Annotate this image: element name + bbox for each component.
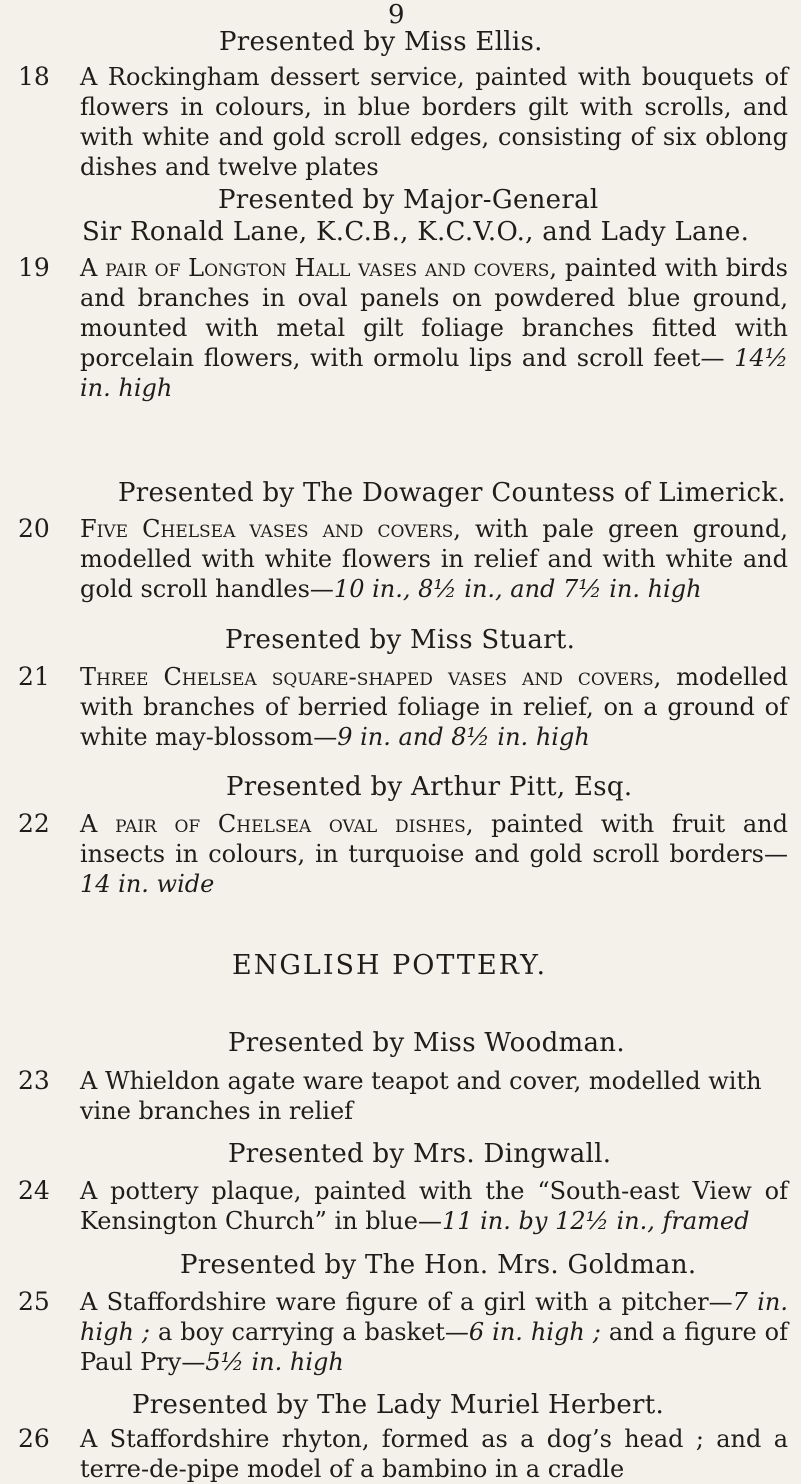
lot-entry xyxy=(18,1066,790,1126)
page-number: 9 xyxy=(388,0,405,30)
presenter-heading: Presented by Miss Stuart. xyxy=(225,625,576,655)
lot-description-text: modelled with branches of berried foliage in relief, on a ground of white may-blossom— xyxy=(80,663,788,751)
lot-description xyxy=(80,514,788,604)
presenter-heading: Presented by Miss Ellis. xyxy=(219,27,543,57)
presenter-heading: Presented by Major-General xyxy=(218,185,599,215)
lot-description xyxy=(80,253,788,403)
lot-dimensions: 14½ in. high xyxy=(80,344,788,402)
lot-dimensions: 10 in., 8½ in., and 7½ in. high xyxy=(333,575,702,603)
lot-lead: Three Chelsea square-shaped vases and covers, xyxy=(80,663,662,691)
lot-entry xyxy=(18,1176,790,1236)
section-title: ENGLISH POTTERY. xyxy=(232,950,548,981)
lot-description xyxy=(80,662,788,752)
lot-entry xyxy=(18,514,790,604)
lot-number: 22 xyxy=(18,809,50,838)
lot-description xyxy=(80,1424,788,1484)
lot-entry xyxy=(18,62,790,182)
lot-lead: A pair of Chelsea oval dishes, xyxy=(80,810,474,838)
lot-number: 24 xyxy=(18,1176,50,1205)
lot-dimensions: 6 in. high ; xyxy=(468,1318,601,1346)
lot-number: 21 xyxy=(18,662,50,691)
lot-description xyxy=(80,809,788,899)
lot-entry xyxy=(18,253,790,403)
lot-dimensions: 9 in. and 8½ in. high xyxy=(337,723,590,751)
lot-entry xyxy=(18,809,790,899)
lot-description xyxy=(80,1176,788,1236)
lot-description-text: a boy carrying a basket— xyxy=(150,1318,469,1346)
lot-dimensions: 11 in. by 12½ in., framed xyxy=(441,1207,750,1235)
lot-dimensions: 14 in. wide xyxy=(80,870,215,898)
lot-number: 25 xyxy=(18,1287,50,1316)
lot-entry xyxy=(18,1424,790,1484)
lot-description-text: with pale green ground, modelled with white flowers in relief and with white and gold scroll handles— xyxy=(80,515,788,603)
lot-number: 19 xyxy=(18,253,50,282)
lot-entry xyxy=(18,1287,790,1377)
lot-number: 23 xyxy=(18,1066,50,1095)
lot-number: 26 xyxy=(18,1424,50,1453)
lot-description-text: A Rockingham dessert service, painted with bouquets of flowers in colours, in blue borders gilt with scrolls, and with white and gold scroll edges, consisting of six oblong dishes and twelve plates xyxy=(80,63,788,181)
presenter-heading: Presented by The Dowager Countess of Limerick. xyxy=(118,478,786,508)
lot-description-text: painted with birds and branches in oval panels on powdered blue ground, mounted with metal gilt foliage branches fitted with porcelain flowers, with ormolu lips and scroll feet— xyxy=(80,254,788,372)
presenter-heading-line2: Sir Ronald Lane, K.C.B., K.C.V.O., and Lady Lane. xyxy=(82,217,750,247)
presenter-heading: Presented by The Lady Muriel Herbert. xyxy=(132,1390,665,1420)
lot-number: 18 xyxy=(18,62,50,91)
lot-description-text: and a figure of Paul Pry— xyxy=(80,1318,788,1376)
lot-description-text: A Whieldon agate ware teapot and cover, modelled with vine branches in relief xyxy=(80,1067,762,1125)
lot-description-text: A Staffordshire rhyton, formed as a dog’s head ; and a terre-de-pipe model of a bambino in a cradle xyxy=(80,1425,788,1483)
lot-description xyxy=(80,1287,788,1377)
presenter-heading: Presented by The Hon. Mrs. Goldman. xyxy=(180,1250,697,1280)
lot-dimensions: 5½ in. high xyxy=(205,1348,344,1376)
lot-description-text: A Staffordshire ware figure of a girl with a pitcher— xyxy=(80,1288,733,1316)
lot-description-text: painted with fruit and insects in colours, in turquoise and gold scroll borders— xyxy=(80,810,788,868)
lot-dimensions: 7 in. high ; xyxy=(80,1288,788,1346)
lot-lead: A pair of Longton Hall vases and covers, xyxy=(80,254,558,282)
lot-entry xyxy=(18,662,790,752)
lot-description xyxy=(80,62,788,182)
presenter-heading: Presented by Mrs. Dingwall. xyxy=(228,1139,612,1169)
lot-description xyxy=(80,1066,788,1126)
lot-number: 20 xyxy=(18,514,50,543)
presenter-heading: Presented by Arthur Pitt, Esq. xyxy=(226,772,633,802)
lot-lead: Five Chelsea vases and covers, xyxy=(80,515,461,543)
presenter-heading: Presented by Miss Woodman. xyxy=(228,1028,625,1058)
lot-description-text: A pottery plaque, painted with the “South-east View of Kensington Church” in blue— xyxy=(80,1177,788,1235)
